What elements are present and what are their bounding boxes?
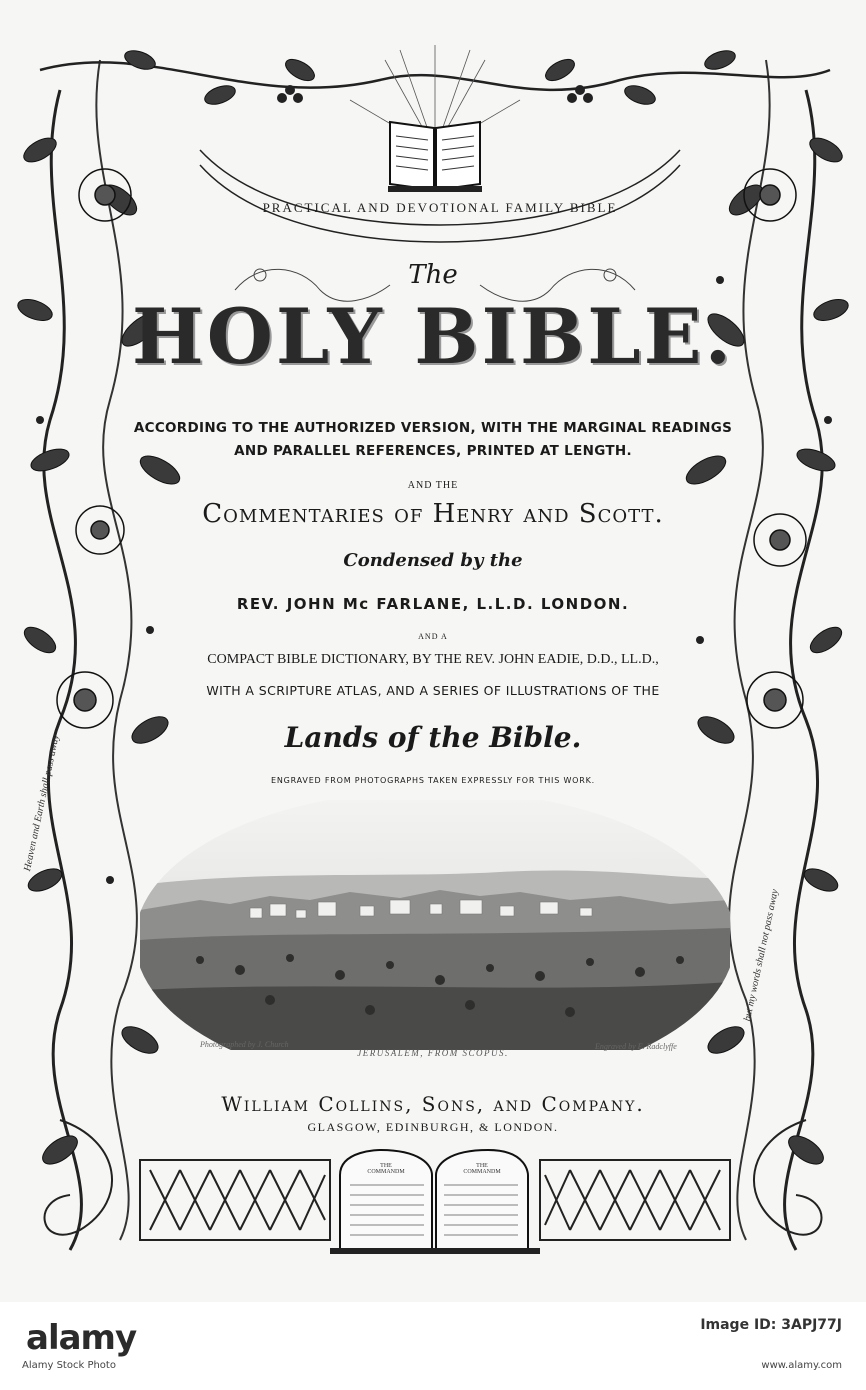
banner-scroll-text: PRACTICAL AND DEVOTIONAL FAMILY BIBLE [262,200,618,215]
engraving-caption: JERUSALEM, FROM SCOPUS. [357,1048,509,1058]
title-prefix: The [408,260,458,290]
publisher-name: William Collins, Sons, and Company. [221,1092,645,1116]
author-line: REV. JOHN Mc FARLANE, L.L.D. LONDON. [236,595,630,613]
subtitle-line-1: ACCORDING TO THE AUTHORIZED VERSION, WITH THE MARGINAL READINGS [133,420,733,436]
and-the: AND THE [407,480,459,491]
page-title: HOLY BIBLE. [131,292,735,381]
photographer-credit: Photographed by J. Church [200,1040,289,1049]
stock-label: Alamy Stock Photo [22,1360,116,1371]
engraved-note: ENGRAVED FROM PHOTOGRAPHS TAKEN EXPRESSLY FOR THIS WORK. [270,776,595,785]
commentaries-heading: Commentaries of Henry and Scott. [202,499,664,529]
engraver-credit: Engraved by E. Radclyffe [595,1042,677,1051]
subtitle-line-2: AND PARALLEL REFERENCES, PRINTED AT LENGTH. [234,443,632,459]
image-id [700,1318,842,1334]
lands-heading: Lands of the Bible. [284,721,582,754]
open-book-icon [388,122,482,192]
dictionary-line: COMPACT BIBLE DICTIONARY, BY THE REV. JOHN EADIE, D.D., LL.D., [207,652,659,667]
jerusalem-engraving [140,800,730,1050]
condensed-by: Condensed by the [343,550,523,571]
alamy-logo: alamy [26,1318,137,1358]
commandments-tablets-icon [330,1150,540,1254]
and-a: AND A [418,632,448,641]
publisher-places: GLASGOW, EDINBURGH, & LONDON. [307,1120,559,1134]
side-scroll-right: but my words shall not pass away [742,888,781,1023]
alamy-url: www.alamy.com [761,1360,842,1371]
side-scroll-left: Heaven and Earth shall pass away [22,733,62,873]
atlas-line: WITH A SCRIPTURE ATLAS, AND A SERIES OF ILLUSTRATIONS OF THE [206,683,660,698]
image-id-text: Image ID: 3APJ77J [700,1317,842,1333]
tablet-left-label: THE COMMANDM [367,1163,405,1175]
tablet-right-label: THE COMMANDM [463,1163,501,1175]
